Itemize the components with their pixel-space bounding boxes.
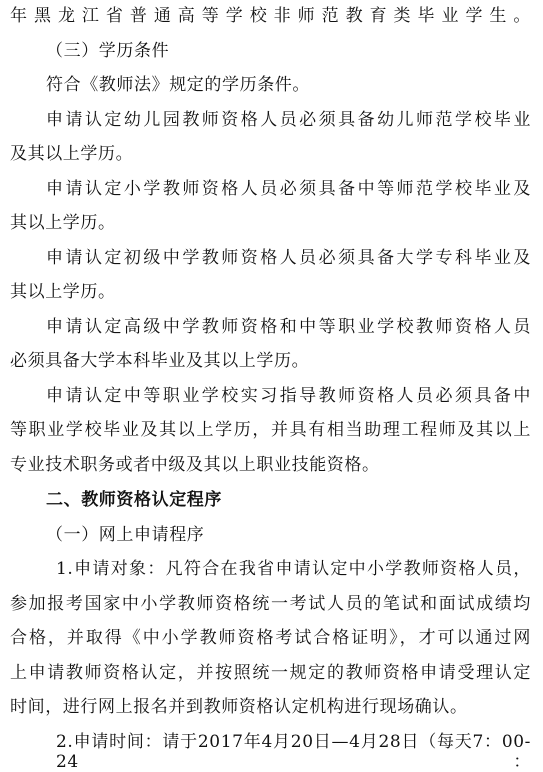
paragraph-line-8: 申请认定初级中学教师资格人员必须具备大学专科毕业及 bbox=[46, 248, 531, 268]
paragraph-line-11: 必须具备大学本科毕业及其以上学历。 bbox=[10, 351, 310, 371]
paragraph-line-19: 合格，并取得《中小学教师资格考试合格证明》，才可以通过网 bbox=[10, 628, 531, 648]
paragraph-line-22: 2.申请时间：请于2017年4月20日—4月28日（每天7：00-24： bbox=[56, 732, 531, 772]
subsection-heading-online: （一）网上申请程序 bbox=[46, 525, 205, 545]
paragraph-line-6: 申请认定小学教师资格人员必须具备中等师范学校毕业及 bbox=[46, 179, 531, 199]
paragraph-line-17: 1.申请对象：凡符合在我省申请认定中小学教师资格人员， bbox=[56, 559, 531, 579]
paragraph-line-12: 申请认定中等职业学校实习指导教师资格人员必须具备中 bbox=[46, 386, 531, 406]
section-heading-procedure: 二、教师资格认定程序 bbox=[46, 490, 222, 510]
paragraph-line-13: 等职业学校毕业及其以上学历，并具有相当助理工程师及其以上 bbox=[10, 420, 531, 440]
paragraph-line-3: 符合《教师法》规定的学历条件。 bbox=[46, 75, 310, 95]
paragraph-line-9: 其以上学历。 bbox=[10, 282, 116, 302]
paragraph-line-14: 专业技术职务或者中级及其以上职业技能资格。 bbox=[10, 455, 380, 475]
paragraph-line-10: 申请认定高级中学教师资格和中等职业学校教师资格人员 bbox=[46, 317, 531, 337]
paragraph-line-18: 参加报考国家中小学教师资格统一考试人员的笔试和面试成绩均 bbox=[10, 594, 531, 614]
section-heading-education: （三）学历条件 bbox=[46, 41, 170, 61]
paragraph-line-1: 年黑龙江省普通高等学校非师范教育类毕业学生。 bbox=[10, 6, 531, 26]
paragraph-line-21: 时间，进行网上报名并到教师资格认定机构进行现场确认。 bbox=[10, 697, 468, 717]
paragraph-line-5: 及其以上学历。 bbox=[10, 144, 134, 164]
paragraph-line-7: 其以上学历。 bbox=[10, 213, 116, 233]
paragraph-line-4: 申请认定幼儿园教师资格人员必须具备幼儿师范学校毕业 bbox=[46, 110, 531, 130]
paragraph-line-20: 上申请教师资格认定，并按照统一规定的教师资格申请受理认定 bbox=[10, 663, 531, 683]
